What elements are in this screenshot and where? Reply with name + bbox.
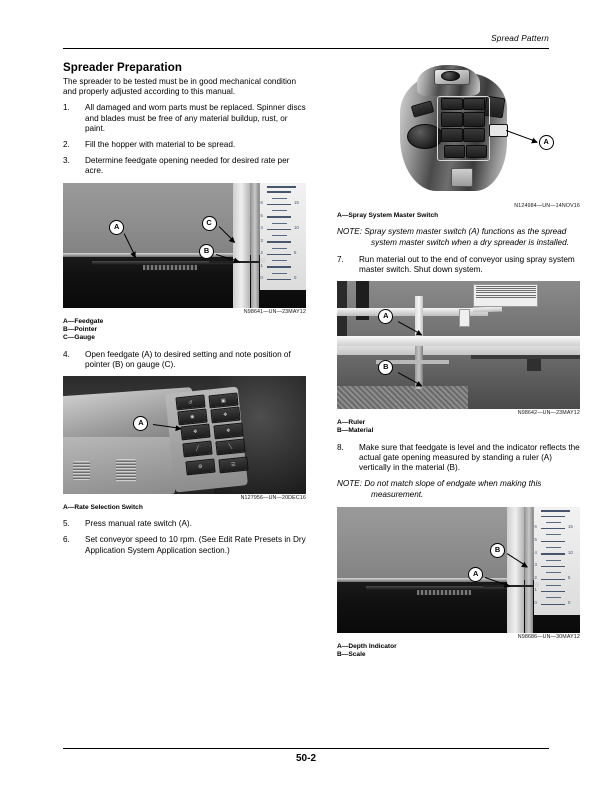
gauge-number: 3 bbox=[260, 237, 263, 243]
figure-id: N124984—UN—14NOV16 bbox=[514, 203, 580, 209]
gauge-number: 15 bbox=[293, 200, 299, 206]
step-text: Run material out to the end of conveyor using spray system master switch. Shut down system. bbox=[359, 254, 575, 274]
gauge-number: 5 bbox=[534, 536, 537, 542]
gauge-number: 5 bbox=[260, 212, 263, 218]
figure-id: N98642—UN—23MAY12 bbox=[517, 410, 580, 417]
step-text: Set conveyor speed to 10 rpm. (See Edit Rate Presets in Dry Application System Application section.) bbox=[85, 535, 306, 555]
callout-b: B bbox=[490, 543, 505, 558]
list-item bbox=[63, 140, 306, 150]
legend-ruler bbox=[337, 419, 580, 436]
figure-ruler bbox=[337, 281, 580, 416]
page-number: 50-2 bbox=[295, 753, 316, 764]
gauge-number: 0 bbox=[293, 275, 297, 281]
gauge-number: 1 bbox=[260, 262, 263, 268]
steps-list-2 bbox=[63, 350, 306, 370]
figure-master-switch bbox=[337, 62, 580, 209]
note-text: Do not match slope of endgate when making this measurement. bbox=[364, 479, 542, 499]
legend-item: A—Rate Selection Switch bbox=[63, 503, 143, 511]
steps-list-3 bbox=[63, 519, 306, 556]
list-item bbox=[63, 519, 306, 529]
gauge-number: 2 bbox=[260, 250, 263, 256]
legend-item: A—Depth Indicator bbox=[337, 642, 397, 650]
gauge-number: 6 bbox=[260, 200, 263, 206]
callout-b: B bbox=[199, 244, 214, 259]
gauge-number: 0 bbox=[534, 599, 537, 605]
intro-paragraph: The spreader to be tested must be in good mechanical condition and properly adjusted according to this manual. bbox=[63, 77, 297, 97]
callout-a: A bbox=[539, 135, 554, 150]
step-number: 6. bbox=[63, 535, 70, 545]
gauge-number: 6 bbox=[534, 524, 537, 530]
legend-item: A—Spray System Master Switch bbox=[337, 212, 439, 219]
note-text: Spray system master switch (A) functions as the spread system master switch when a dry spreader is installed. bbox=[364, 227, 569, 247]
right-column bbox=[337, 62, 580, 666]
left-column bbox=[63, 62, 306, 562]
legend-item: A—Feedgate bbox=[63, 317, 104, 325]
steps-list-4 bbox=[337, 255, 580, 275]
legend-depth bbox=[337, 643, 580, 660]
list-item bbox=[337, 443, 580, 474]
list-item bbox=[63, 103, 306, 134]
gauge-number: 4 bbox=[260, 225, 263, 231]
steps-list-1 bbox=[63, 103, 306, 176]
step-text: Press manual rate switch (A). bbox=[85, 519, 192, 529]
figure-depth-image bbox=[337, 507, 580, 633]
legend-item: B—Pointer bbox=[63, 325, 98, 333]
callout-a: A bbox=[468, 567, 483, 582]
gauge-number: 4 bbox=[534, 549, 537, 555]
step-number: 7. bbox=[337, 254, 344, 264]
header-rule bbox=[63, 48, 549, 49]
figure-id: N127956—UN—20DEC16 bbox=[240, 494, 306, 501]
gauge-number: 10 bbox=[293, 225, 299, 231]
legend-master-switch bbox=[337, 212, 580, 220]
note-label: NOTE: bbox=[337, 479, 363, 489]
gauge-number: 5 bbox=[293, 250, 297, 256]
list-item bbox=[63, 350, 306, 370]
legend-item: A—Ruler bbox=[337, 419, 366, 427]
gauge-number: 5 bbox=[567, 574, 571, 580]
gauge-number: 1 bbox=[534, 587, 537, 593]
step-number: 3. bbox=[63, 156, 70, 166]
figure-id: N98686—UN—30MAY12 bbox=[517, 633, 580, 640]
callout-c: C bbox=[202, 216, 217, 231]
figure-master-switch-image bbox=[337, 62, 580, 202]
callout-a: A bbox=[133, 416, 148, 431]
gauge-number: 0 bbox=[260, 275, 263, 281]
step-text: Open feedgate (A) to desired setting and note position of pointer (B) on gauge (C). bbox=[85, 349, 291, 369]
figure-depth bbox=[337, 507, 580, 640]
list-item bbox=[337, 255, 580, 275]
footer-rule bbox=[63, 748, 549, 749]
gauge-number: 10 bbox=[567, 549, 573, 555]
list-item bbox=[63, 535, 306, 555]
step-number: 5. bbox=[63, 519, 70, 529]
figure-rate-switch bbox=[63, 376, 306, 501]
step-text: All damaged and worn parts must be replaced. Spinner discs and blades must be free of any material buildup, rust, or paint. bbox=[85, 103, 306, 133]
legend-item: B—Scale bbox=[337, 651, 366, 659]
list-item bbox=[63, 156, 306, 176]
figure-feedgate bbox=[63, 183, 306, 315]
gauge-number: 2 bbox=[534, 574, 537, 580]
step-text: Make sure that feedgate is level and the indicator reflects the actual gate opening measured by standing a ruler (A) vertically in the material (B). bbox=[359, 442, 580, 473]
step-text: Fill the hopper with material to be spread. bbox=[85, 140, 236, 150]
figure-rate-switch-image: ↺ ▣ ◉ ❖ ❖ ❖ ╱ ╲ ⚙ ☰ A bbox=[63, 376, 306, 494]
step-number: 1. bbox=[63, 103, 70, 113]
page-title: Spreader Preparation bbox=[63, 62, 182, 74]
step-text: Determine feedgate opening needed for desired rate per acre. bbox=[85, 156, 290, 176]
running-header: Spread Pattern bbox=[491, 34, 549, 43]
note-label: NOTE: bbox=[337, 227, 363, 237]
figure-id: N98641—UN—23MAY12 bbox=[243, 308, 306, 315]
figure-feedgate-image bbox=[63, 183, 306, 308]
note-2 bbox=[337, 479, 580, 499]
legend-item: B—Material bbox=[337, 427, 374, 435]
legend-rate-switch bbox=[63, 504, 306, 512]
gauge-number: 0 bbox=[567, 599, 571, 605]
steps-list-5 bbox=[337, 443, 580, 474]
gauge-number: 3 bbox=[534, 562, 537, 568]
figure-ruler-image bbox=[337, 281, 580, 409]
step-number: 8. bbox=[337, 442, 344, 452]
gauge-number: 15 bbox=[567, 524, 573, 530]
step-number: 4. bbox=[63, 349, 70, 359]
note-1 bbox=[337, 227, 580, 247]
callout-b: B bbox=[378, 360, 393, 375]
legend-item: C—Gauge bbox=[63, 334, 95, 342]
callout-a: A bbox=[109, 220, 124, 235]
step-number: 2. bbox=[63, 140, 70, 150]
callout-a: A bbox=[378, 309, 393, 324]
legend-feedgate bbox=[63, 318, 306, 343]
